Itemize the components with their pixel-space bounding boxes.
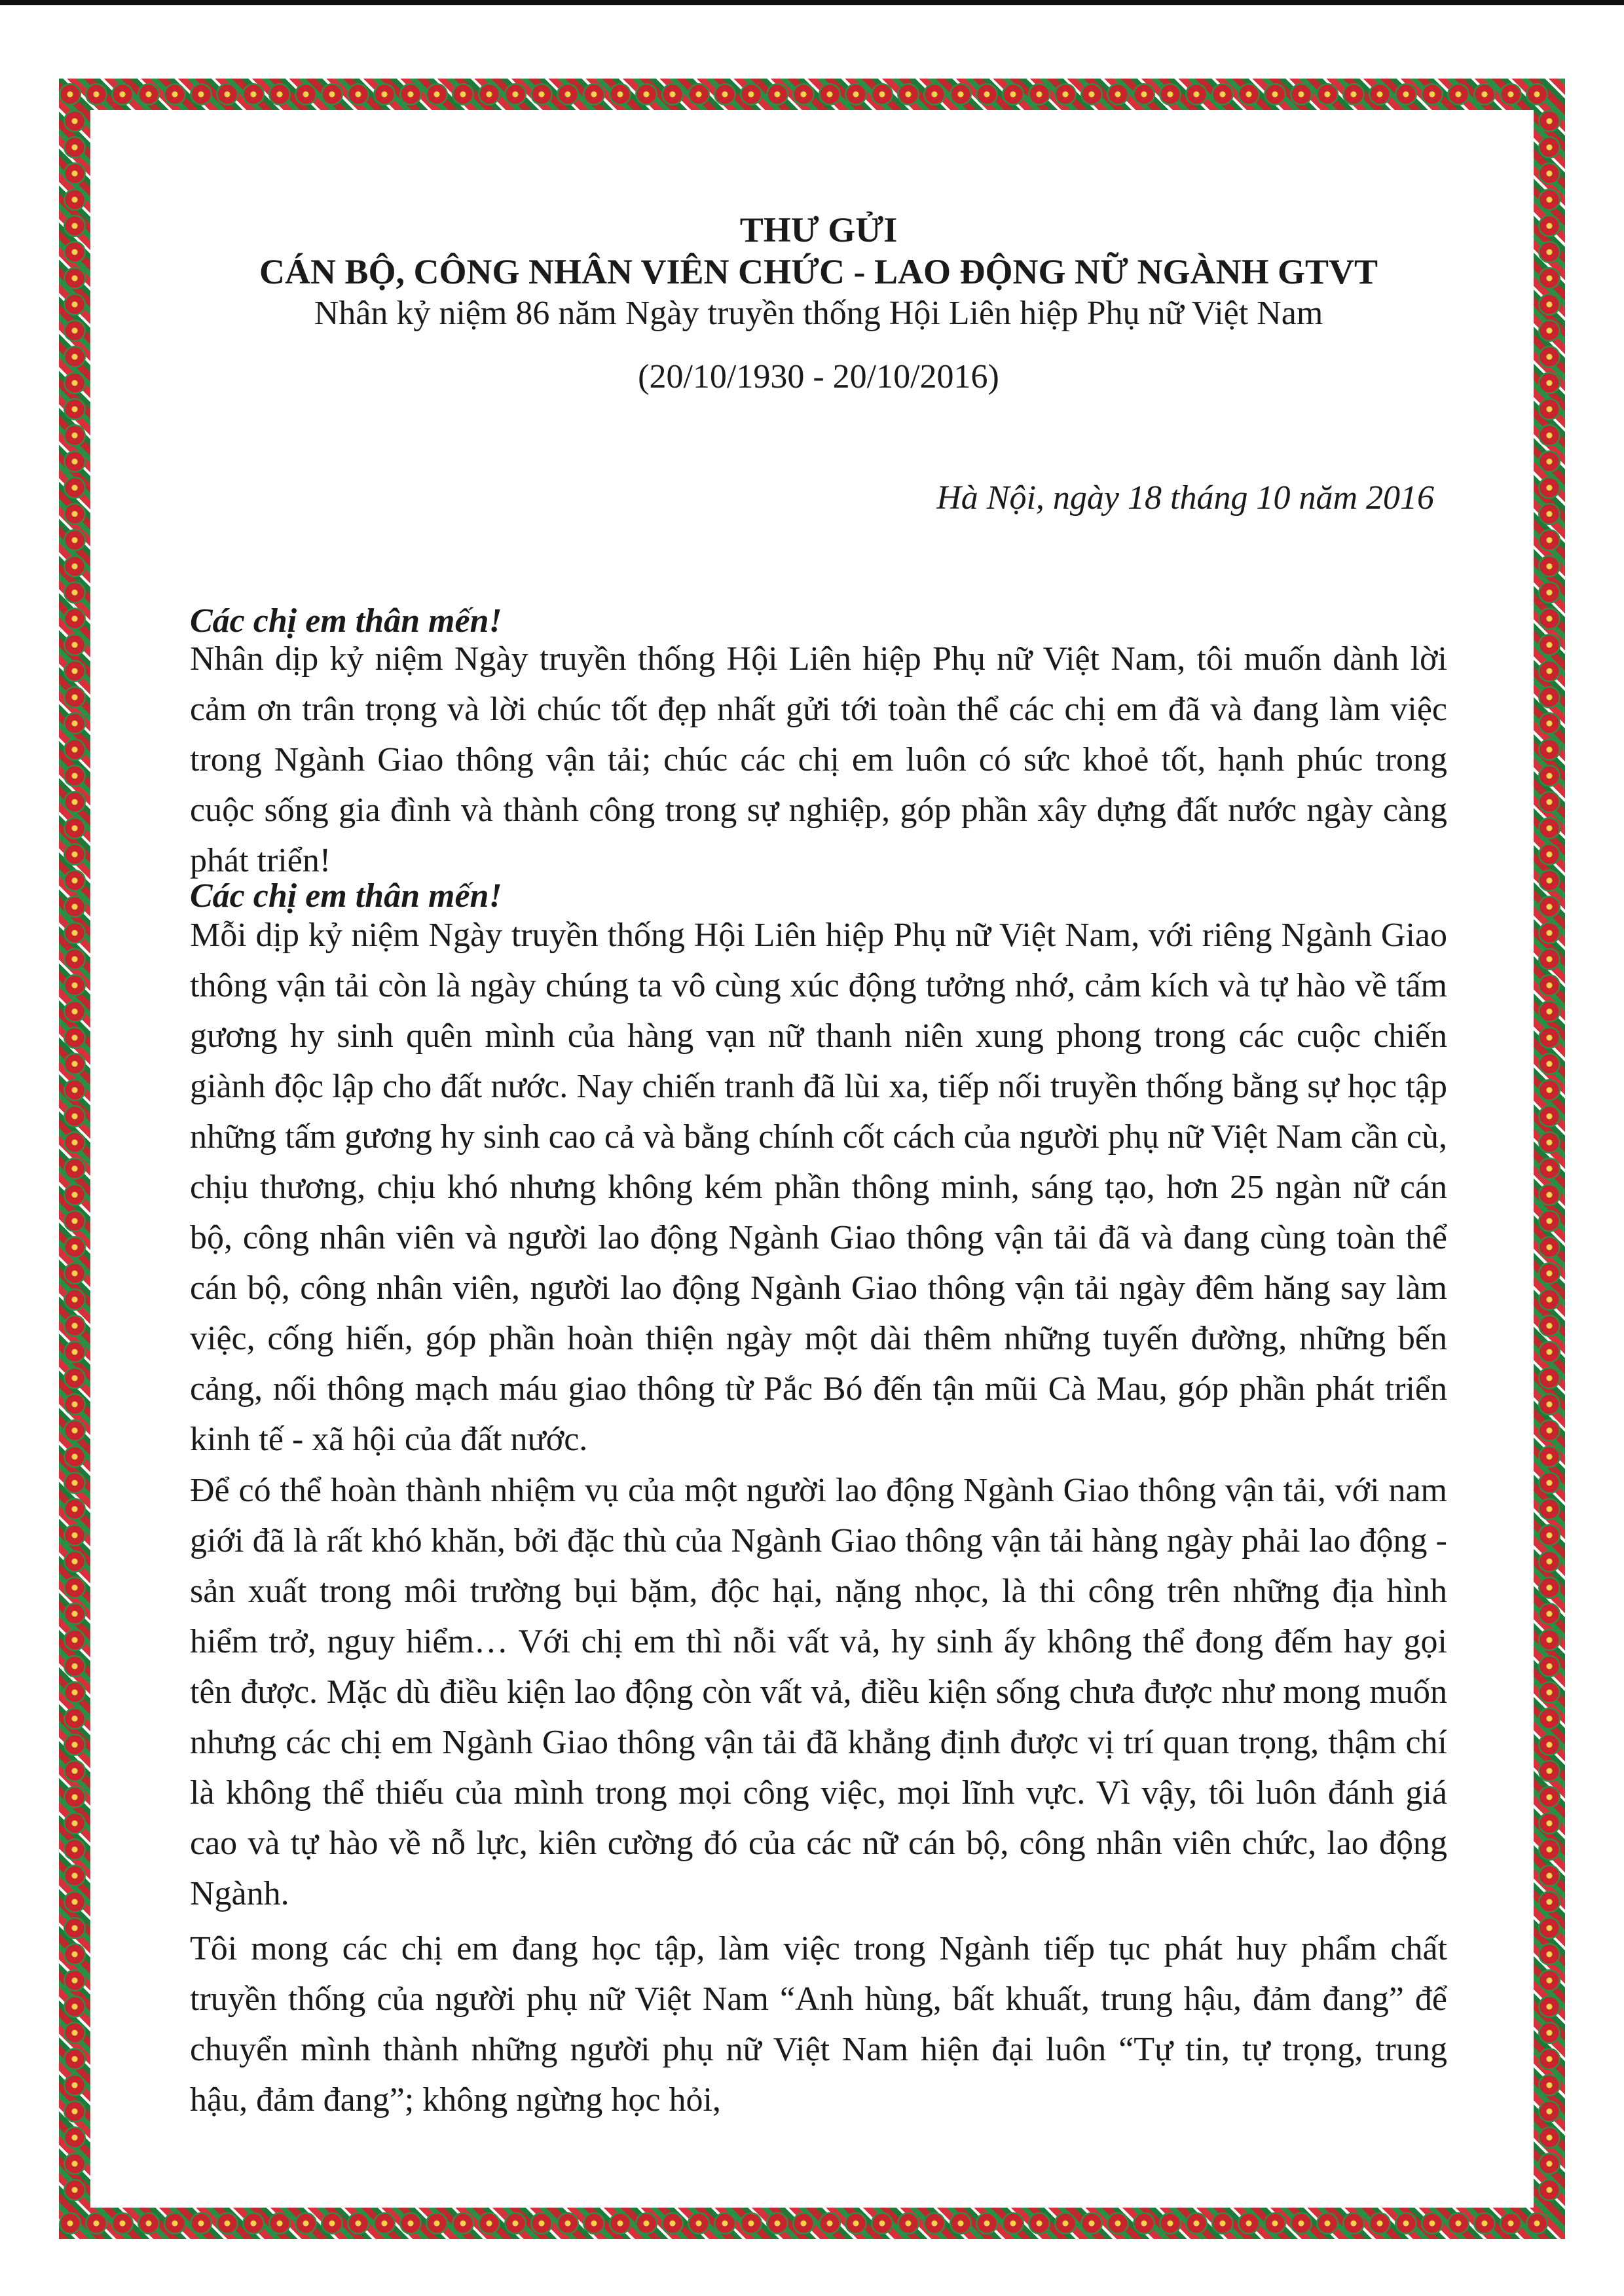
poinsettia-flower-icon (478, 2212, 500, 2234)
poinsettia-flower-icon (64, 1576, 86, 1599)
poinsettia-flower-icon (1538, 1498, 1560, 1520)
poinsettia-flower-icon (688, 83, 710, 105)
poinsettia-flower-icon (64, 1262, 86, 1285)
poinsettia-flower-icon (1538, 398, 1560, 420)
poinsettia-flower-icon (1054, 2212, 1077, 2234)
poinsettia-flower-icon (1447, 83, 1469, 105)
poinsettia-flower-icon (64, 2153, 86, 2175)
poinsettia-flower-icon (819, 2212, 841, 2234)
poinsettia-flower-icon (64, 581, 86, 604)
poinsettia-flower-icon (1002, 2212, 1024, 2234)
poinsettia-flower-icon (1369, 2212, 1391, 2234)
poinsettia-flower-icon (85, 83, 107, 105)
poinsettia-flower-icon (1538, 1550, 1560, 1573)
poinsettia-flower-icon (1133, 2212, 1155, 2234)
poinsettia-flower-icon (64, 1210, 86, 1232)
poinsettia-flower-icon (897, 2212, 919, 2234)
poinsettia-flower-icon (1538, 817, 1560, 839)
poinsettia-flower-icon (1342, 83, 1365, 105)
poinsettia-flower-icon (740, 83, 762, 105)
poinsettia-flower-icon (64, 869, 86, 892)
poinsettia-flower-icon (1538, 1446, 1560, 1468)
poinsettia-flower-icon (1159, 2212, 1181, 2234)
poinsettia-flower-icon (64, 2179, 86, 2201)
poinsettia-flower-icon (1538, 1027, 1560, 1049)
poinsettia-flower-icon (64, 1891, 86, 1913)
poinsettia-flower-icon (871, 2212, 893, 2234)
poinsettia-flower-icon (64, 1053, 86, 1075)
poinsettia-flower-icon (64, 817, 86, 839)
poinsettia-flower-icon (1538, 791, 1560, 813)
poinsettia-flower-icon (373, 83, 396, 105)
poinsettia-flower-icon (976, 83, 998, 105)
poinsettia-flower-icon (268, 2212, 291, 2234)
poinsettia-flower-icon (64, 293, 86, 316)
poinsettia-flower-icon (242, 2212, 265, 2234)
poinsettia-flower-icon (714, 83, 736, 105)
poinsettia-flower-icon (64, 1472, 86, 1494)
poinsettia-flower-icon (1538, 1629, 1560, 1651)
poinsettia-flower-icon (64, 2074, 86, 2096)
poinsettia-flower-icon (1538, 1576, 1560, 1599)
poinsettia-flower-icon (64, 948, 86, 970)
poinsettia-flower-icon (1185, 2212, 1208, 2234)
poinsettia-flower-icon (64, 1524, 86, 1546)
poinsettia-flower-icon (1538, 1812, 1560, 1834)
poinsettia-flower-icon (1421, 2212, 1443, 2234)
poinsettia-flower-icon (1538, 189, 1560, 211)
poinsettia-flower-icon (1538, 1838, 1560, 1861)
poinsettia-flower-icon (64, 1498, 86, 1520)
poinsettia-flower-icon (923, 83, 946, 105)
poinsettia-flower-icon (792, 2212, 815, 2234)
poinsettia-flower-icon (1538, 477, 1560, 499)
poinsettia-flower-icon (64, 1707, 86, 1730)
poinsettia-flower-icon (347, 2212, 369, 2234)
poinsettia-flower-icon (1538, 241, 1560, 263)
poinsettia-flower-icon (1538, 267, 1560, 289)
poinsettia-flower-icon (64, 477, 86, 499)
poinsettia-flower-icon (1538, 2022, 1560, 2044)
poinsettia-flower-icon (64, 1184, 86, 1206)
poinsettia-flower-icon (1538, 1524, 1560, 1546)
poinsettia-flower-icon (1538, 2179, 1560, 2201)
poinsettia-flower-icon (897, 83, 919, 105)
poinsettia-flower-icon (688, 2212, 710, 2234)
poinsettia-flower-icon (740, 2212, 762, 2234)
poinsettia-flower-icon (1538, 843, 1560, 866)
poinsettia-flower-icon (64, 503, 86, 525)
poinsettia-flower-icon (714, 2212, 736, 2234)
poinsettia-flower-icon (64, 2100, 86, 2123)
poinsettia-flower-icon (399, 2212, 422, 2234)
poinsettia-flower-icon (557, 2212, 579, 2234)
poinsettia-flower-icon (1538, 372, 1560, 394)
poinsettia-flower-icon (845, 2212, 867, 2234)
poinsettia-flower-icon (64, 398, 86, 420)
poinsettia-flower-icon (64, 1157, 86, 1180)
poinsettia-flower-icon (64, 660, 86, 682)
poinsettia-flower-icon (64, 1865, 86, 1887)
poinsettia-flower-icon (64, 791, 86, 813)
poinsettia-flower-icon (64, 1969, 86, 1992)
poinsettia-flower-icon (64, 1419, 86, 1442)
poinsettia-flower-icon (85, 2212, 107, 2234)
poinsettia-flower-icon (64, 1027, 86, 1049)
poinsettia-flower-icon (426, 83, 448, 105)
poinsettia-flower-icon (1538, 424, 1560, 446)
poinsettia-flower-icon (1538, 1315, 1560, 1337)
poinsettia-flower-icon (64, 738, 86, 761)
poinsettia-flower-icon (1538, 2074, 1560, 2096)
poinsettia-flower-icon (64, 1655, 86, 1677)
poinsettia-flower-icon (64, 136, 86, 158)
poinsettia-flower-icon (609, 2212, 631, 2234)
poinsettia-flower-icon (64, 1341, 86, 1363)
paragraph-4: Tôi mong các chị em đang học tập, làm việc trong Ngành tiếp tục phát huy phẩm chất truyền thống của người phụ nữ Việt Nam “Anh hùng, bất khuất, trung hậu, đảm đang” để chuyển mình thành những người phụ nữ Việt Nam hiện đại luôn “Tự tin, tự trọng, trung hậu, đảm đang”; không ngừng học hỏi, (190, 1930, 1447, 2119)
poinsettia-flower-icon (557, 83, 579, 105)
poinsettia-flower-icon (1538, 2100, 1560, 2123)
poinsettia-flower-icon (64, 1838, 86, 1861)
poinsettia-flower-icon (138, 2212, 160, 2234)
poinsettia-flower-icon (64, 1393, 86, 1415)
poinsettia-flower-icon (1538, 1734, 1560, 1756)
poinsettia-flower-icon (64, 189, 86, 211)
poinsettia-flower-icon (64, 450, 86, 473)
poinsettia-flower-icon (64, 1943, 86, 1965)
poinsettia-flower-icon (1538, 1236, 1560, 1258)
poinsettia-flower-icon (1538, 1943, 1560, 1965)
poinsettia-flower-icon (64, 162, 86, 185)
poinsettia-flower-icon (1290, 2212, 1312, 2234)
poinsettia-flower-icon (950, 2212, 972, 2234)
poinsettia-flower-icon (1185, 83, 1208, 105)
poinsettia-flower-icon (64, 1367, 86, 1389)
poinsettia-flower-icon (64, 765, 86, 787)
poinsettia-flower-icon (1107, 83, 1129, 105)
poinsettia-flower-icon (1264, 2212, 1286, 2234)
poinsettia-flower-icon (1538, 581, 1560, 604)
poinsettia-flower-icon (64, 267, 86, 289)
poinsettia-flower-icon (1538, 136, 1560, 158)
poinsettia-flower-icon (1538, 1786, 1560, 1808)
poinsettia-flower-icon (1538, 2153, 1560, 2175)
poinsettia-flower-icon (64, 1812, 86, 1834)
poinsettia-flower-icon (164, 83, 186, 105)
poinsettia-flower-icon (1538, 1367, 1560, 1389)
poinsettia-flower-icon (1538, 1262, 1560, 1285)
poinsettia-flower-icon (1538, 1603, 1560, 1625)
poinsettia-flower-icon (452, 83, 474, 105)
poinsettia-flower-icon (64, 634, 86, 656)
poinsettia-flower-icon (216, 2212, 238, 2234)
poinsettia-flower-icon (1538, 1000, 1560, 1023)
poinsettia-flower-icon (1447, 2212, 1469, 2234)
poinsettia-flower-icon (64, 1288, 86, 1311)
poinsettia-flower-icon (216, 83, 238, 105)
poinsettia-flower-icon (59, 83, 81, 105)
poinsettia-flower-icon (321, 2212, 343, 2234)
poinsettia-flower-icon (1211, 2212, 1234, 2234)
poinsettia-flower-icon (64, 1446, 86, 1468)
poinsettia-flower-icon (1028, 83, 1050, 105)
poinsettia-flower-icon (59, 2212, 81, 2234)
poinsettia-flower-icon (1538, 634, 1560, 656)
poinsettia-flower-icon (452, 2212, 474, 2234)
poinsettia-flower-icon (1538, 869, 1560, 892)
poinsettia-flower-icon (164, 2212, 186, 2234)
poinsettia-flower-icon (295, 83, 317, 105)
poinsettia-flower-icon (1238, 83, 1260, 105)
poinsettia-flower-icon (1369, 83, 1391, 105)
poinsettia-flower-icon (64, 2048, 86, 2070)
letter-occasion: Nhân kỷ niệm 86 năm Ngày truyền thống Hội Liên hiệp Phụ nữ Việt Nam (314, 295, 1323, 332)
poinsettia-flower-icon (1538, 1655, 1560, 1677)
poinsettia-flower-icon (1538, 2048, 1560, 2070)
poinsettia-flower-icon (1538, 660, 1560, 682)
letter-place-date: Hà Nội, ngày 18 tháng 10 năm 2016 (936, 479, 1434, 517)
poinsettia-flower-icon (64, 241, 86, 263)
poinsettia-flower-icon (64, 2126, 86, 2149)
poinsettia-flower-icon (1538, 1681, 1560, 1704)
poinsettia-flower-icon (1538, 948, 1560, 970)
poinsettia-flower-icon (1159, 83, 1181, 105)
poinsettia-flower-icon (1538, 2126, 1560, 2149)
poinsettia-flower-icon (1316, 83, 1338, 105)
poinsettia-flower-icon (1538, 1917, 1560, 1939)
poinsettia-flower-icon (1526, 2212, 1548, 2234)
poinsettia-flower-icon (792, 83, 815, 105)
poinsettia-flower-icon (64, 424, 86, 446)
poinsettia-flower-icon (64, 2022, 86, 2044)
poinsettia-flower-icon (1538, 215, 1560, 237)
poinsettia-flower-icon (530, 2212, 553, 2234)
poinsettia-flower-icon (1500, 2212, 1522, 2234)
poinsettia-flower-icon (1538, 1419, 1560, 1442)
poinsettia-flower-icon (1395, 83, 1417, 105)
salutation-2: Các chị em thân mến! (190, 877, 502, 915)
poinsettia-flower-icon (609, 83, 631, 105)
poinsettia-flower-icon (64, 1786, 86, 1808)
poinsettia-flower-icon (64, 1629, 86, 1651)
poinsettia-flower-icon (1538, 738, 1560, 761)
poinsettia-flower-icon (111, 83, 134, 105)
poinsettia-flower-icon (64, 686, 86, 708)
poinsettia-flower-icon (64, 843, 86, 866)
poinsettia-flower-icon (635, 2212, 657, 2234)
poinsettia-flower-icon (1538, 1995, 1560, 2018)
poinsettia-flower-icon (1538, 1184, 1560, 1206)
poinsettia-flower-icon (1107, 2212, 1129, 2234)
poinsettia-flower-icon (1538, 765, 1560, 787)
poinsettia-flower-icon (1538, 503, 1560, 525)
poinsettia-flower-icon (399, 83, 422, 105)
poinsettia-flower-icon (1538, 686, 1560, 708)
poinsettia-flower-icon (1421, 83, 1443, 105)
poinsettia-flower-icon (1538, 293, 1560, 316)
poinsettia-flower-icon (242, 83, 265, 105)
poinsettia-flower-icon (1211, 83, 1234, 105)
poinsettia-flower-icon (426, 2212, 448, 2234)
poinsettia-flower-icon (1538, 1760, 1560, 1782)
poinsettia-flower-icon (583, 83, 605, 105)
poinsettia-flower-icon (64, 896, 86, 918)
poinsettia-flower-icon (1538, 712, 1560, 735)
poinsettia-flower-icon (1538, 1210, 1560, 1232)
poinsettia-flower-icon (1538, 1131, 1560, 1154)
poinsettia-flower-icon (1054, 83, 1077, 105)
poinsettia-flower-icon (766, 83, 788, 105)
poinsettia-flower-icon (661, 2212, 684, 2234)
poinsettia-flower-icon (1538, 1157, 1560, 1180)
poinsettia-flower-icon (64, 1550, 86, 1573)
poinsettia-flower-icon (64, 922, 86, 944)
poinsettia-flower-icon (1538, 608, 1560, 630)
poinsettia-flower-icon (583, 2212, 605, 2234)
poinsettia-flower-icon (819, 83, 841, 105)
poinsettia-flower-icon (1538, 1865, 1560, 1887)
poinsettia-flower-icon (478, 83, 500, 105)
poinsettia-flower-icon (1538, 1707, 1560, 1730)
poinsettia-flower-icon (64, 555, 86, 577)
poinsettia-flower-icon (1538, 529, 1560, 551)
paragraph-2: Mỗi dịp kỷ niệm Ngày truyền thống Hội Liên hiệp Phụ nữ Việt Nam, với riêng Ngành Giao thông vận tải còn là ngày chúng ta vô cùng xúc động tưởng nhớ, cảm kích và tự hào về tấm gương hy sinh quên mình của hàng vạn nữ thanh niên xung phong trong các cuộc chiến giành độc lập cho đất nước. Nay chiến tranh đã lùi xa, tiếp nối truyền thống bằng sự học tập những tấm gương hy sinh cao cả và bằng chính cốt cách của người phụ nữ Việt Nam cần cù, chịu thương, chịu khó nhưng không kém phần thông minh, sáng tạo, hơn 25 ngàn nữ cán bộ, công nhân viên và người lao động Ngành Giao thông vận tải đã và đang cùng toàn thể cán bộ, công nhân viên, người lao động Ngành Giao thông vận tải ngày đêm hăng say làm việc, cống hiến, góp phần hoàn thiện ngày một dài thêm những tuyến đường, những bến cảng, nối thông mạch máu giao thông từ Pắc Bó đến tận mũi Cà Mau, góp phần phát triển kinh tế - xã hội của đất nước. (190, 917, 1447, 1458)
poinsettia-flower-icon (64, 1995, 86, 2018)
poinsettia-flower-icon (923, 2212, 946, 2234)
poinsettia-flower-icon (1538, 1053, 1560, 1075)
poinsettia-flower-icon (635, 83, 657, 105)
poinsettia-flower-icon (1342, 2212, 1365, 2234)
poinsettia-flower-icon (661, 83, 684, 105)
poinsettia-flower-icon (347, 83, 369, 105)
letter-title: THƯ GỬI (739, 210, 898, 249)
poinsettia-flower-icon (1538, 922, 1560, 944)
poinsettia-flower-icon (1538, 1969, 1560, 1992)
poinsettia-flower-icon (1290, 83, 1312, 105)
poinsettia-flower-icon (64, 1917, 86, 1939)
poinsettia-flower-icon (1538, 1288, 1560, 1311)
poinsettia-flower-icon (111, 2212, 134, 2234)
poinsettia-flower-icon (950, 83, 972, 105)
poinsettia-flower-icon (1473, 2212, 1496, 2234)
poinsettia-flower-icon (64, 372, 86, 394)
poinsettia-flower-icon (64, 974, 86, 996)
poinsettia-flower-icon (64, 529, 86, 551)
poinsettia-flower-icon (1538, 896, 1560, 918)
poinsettia-flower-icon (190, 2212, 212, 2234)
poinsettia-flower-icon (64, 346, 86, 368)
poinsettia-flower-icon (1028, 2212, 1050, 2234)
poinsettia-flower-icon (64, 1760, 86, 1782)
poinsettia-flower-icon (1080, 83, 1103, 105)
poinsettia-flower-icon (1316, 2212, 1338, 2234)
poinsettia-flower-icon (1264, 83, 1286, 105)
poinsettia-flower-icon (1500, 83, 1522, 105)
poinsettia-flower-icon (138, 83, 160, 105)
poinsettia-flower-icon (1538, 1105, 1560, 1127)
poinsettia-flower-icon (530, 83, 553, 105)
poinsettia-flower-icon (321, 83, 343, 105)
poinsettia-flower-icon (64, 712, 86, 735)
poinsettia-flower-icon (268, 83, 291, 105)
paragraph-3: Để có thể hoàn thành nhiệm vụ của một người lao động Ngành Giao thông vận tải, với nam giới đã là rất khó khăn, bởi đặc thù của Ngành Giao thông vận tải hàng ngày phải lao động - sản xuất trong môi trường bụi bặm, độc hại, nặng nhọc, là thi công trên những địa hình hiểm trở, nguy hiểm… Với chị em thì nỗi vất vả, hy sinh ấy không thể đong đếm hay gọi tên được. Mặc dù điều kiện lao động còn vất vả, điều kiện sống chưa được như mong muốn nhưng các chị em Ngành Giao thông vận tải đã khẳng định được vị trí quan trọng, thậm chí là không thể thiếu của mình trong mọi công việc, mọi lĩnh vực. Vì vậy, tôi luôn đánh giá cao và tự hào về nỗ lực, kiên cường đó của các nữ cán bộ, công nhân viên chức, lao động Ngành. (190, 1472, 1447, 1912)
poinsettia-flower-icon (1002, 83, 1024, 105)
poinsettia-flower-icon (64, 608, 86, 630)
letter-recipients: CÁN BỘ, CÔNG NHÂN VIÊN CHỨC - LAO ĐỘNG NỮ NGÀNH GTVT (259, 252, 1378, 291)
poinsettia-flower-icon (845, 83, 867, 105)
poinsettia-flower-icon (871, 83, 893, 105)
poinsettia-flower-icon (1538, 1079, 1560, 1101)
poinsettia-flower-icon (64, 110, 86, 132)
poinsettia-flower-icon (504, 2212, 526, 2234)
poinsettia-flower-icon (64, 1681, 86, 1704)
poinsettia-flower-icon (1473, 83, 1496, 105)
poinsettia-flower-icon (64, 1079, 86, 1101)
poinsettia-flower-icon (1538, 319, 1560, 342)
poinsettia-flower-icon (64, 1315, 86, 1337)
poinsettia-flower-icon (1538, 110, 1560, 132)
poinsettia-flower-icon (1538, 555, 1560, 577)
poinsettia-flower-icon (766, 2212, 788, 2234)
poinsettia-flower-icon (295, 2212, 317, 2234)
poinsettia-flower-icon (1538, 1341, 1560, 1363)
poinsettia-flower-icon (1238, 2212, 1260, 2234)
poinsettia-flower-icon (1133, 83, 1155, 105)
poinsettia-flower-icon (1538, 162, 1560, 185)
poinsettia-flower-icon (373, 2212, 396, 2234)
poinsettia-flower-icon (1538, 974, 1560, 996)
salutation-1: Các chị em thân mến! (190, 602, 502, 640)
paragraph-1: Nhân dịp kỷ niệm Ngày truyền thống Hội Liên hiệp Phụ nữ Việt Nam, tôi muốn dành lời cảm ơn trân trọng và lời chúc tốt đẹp nhất gửi tới toàn thể các chị em đã và đang làm việc trong Ngành Giao thông vận tải; chúc các chị em luôn có sức khoẻ tốt, hạnh phúc trong cuộc sống gia đình và thành công trong sự nghiệp, góp phần xây dựng đất nước ngày càng phát triển! (190, 640, 1447, 879)
poinsettia-flower-icon (1538, 346, 1560, 368)
poinsettia-flower-icon (64, 215, 86, 237)
poinsettia-flower-icon (1526, 83, 1548, 105)
poinsettia-flower-icon (504, 83, 526, 105)
scan-top-edge (0, 0, 1624, 5)
poinsettia-flower-icon (1538, 1472, 1560, 1494)
poinsettia-flower-icon (1395, 2212, 1417, 2234)
poinsettia-flower-icon (64, 319, 86, 342)
poinsettia-flower-icon (976, 2212, 998, 2234)
poinsettia-flower-icon (64, 1131, 86, 1154)
poinsettia-flower-icon (1538, 1393, 1560, 1415)
poinsettia-flower-icon (64, 1105, 86, 1127)
poinsettia-flower-icon (1080, 2212, 1103, 2234)
letter-period: (20/10/1930 - 20/10/2016) (638, 358, 999, 395)
poinsettia-flower-icon (64, 1000, 86, 1023)
poinsettia-flower-icon (1538, 1891, 1560, 1913)
poinsettia-flower-icon (64, 1236, 86, 1258)
poinsettia-flower-icon (1538, 450, 1560, 473)
poinsettia-flower-icon (190, 83, 212, 105)
poinsettia-flower-icon (64, 1603, 86, 1625)
poinsettia-flower-icon (64, 1734, 86, 1756)
